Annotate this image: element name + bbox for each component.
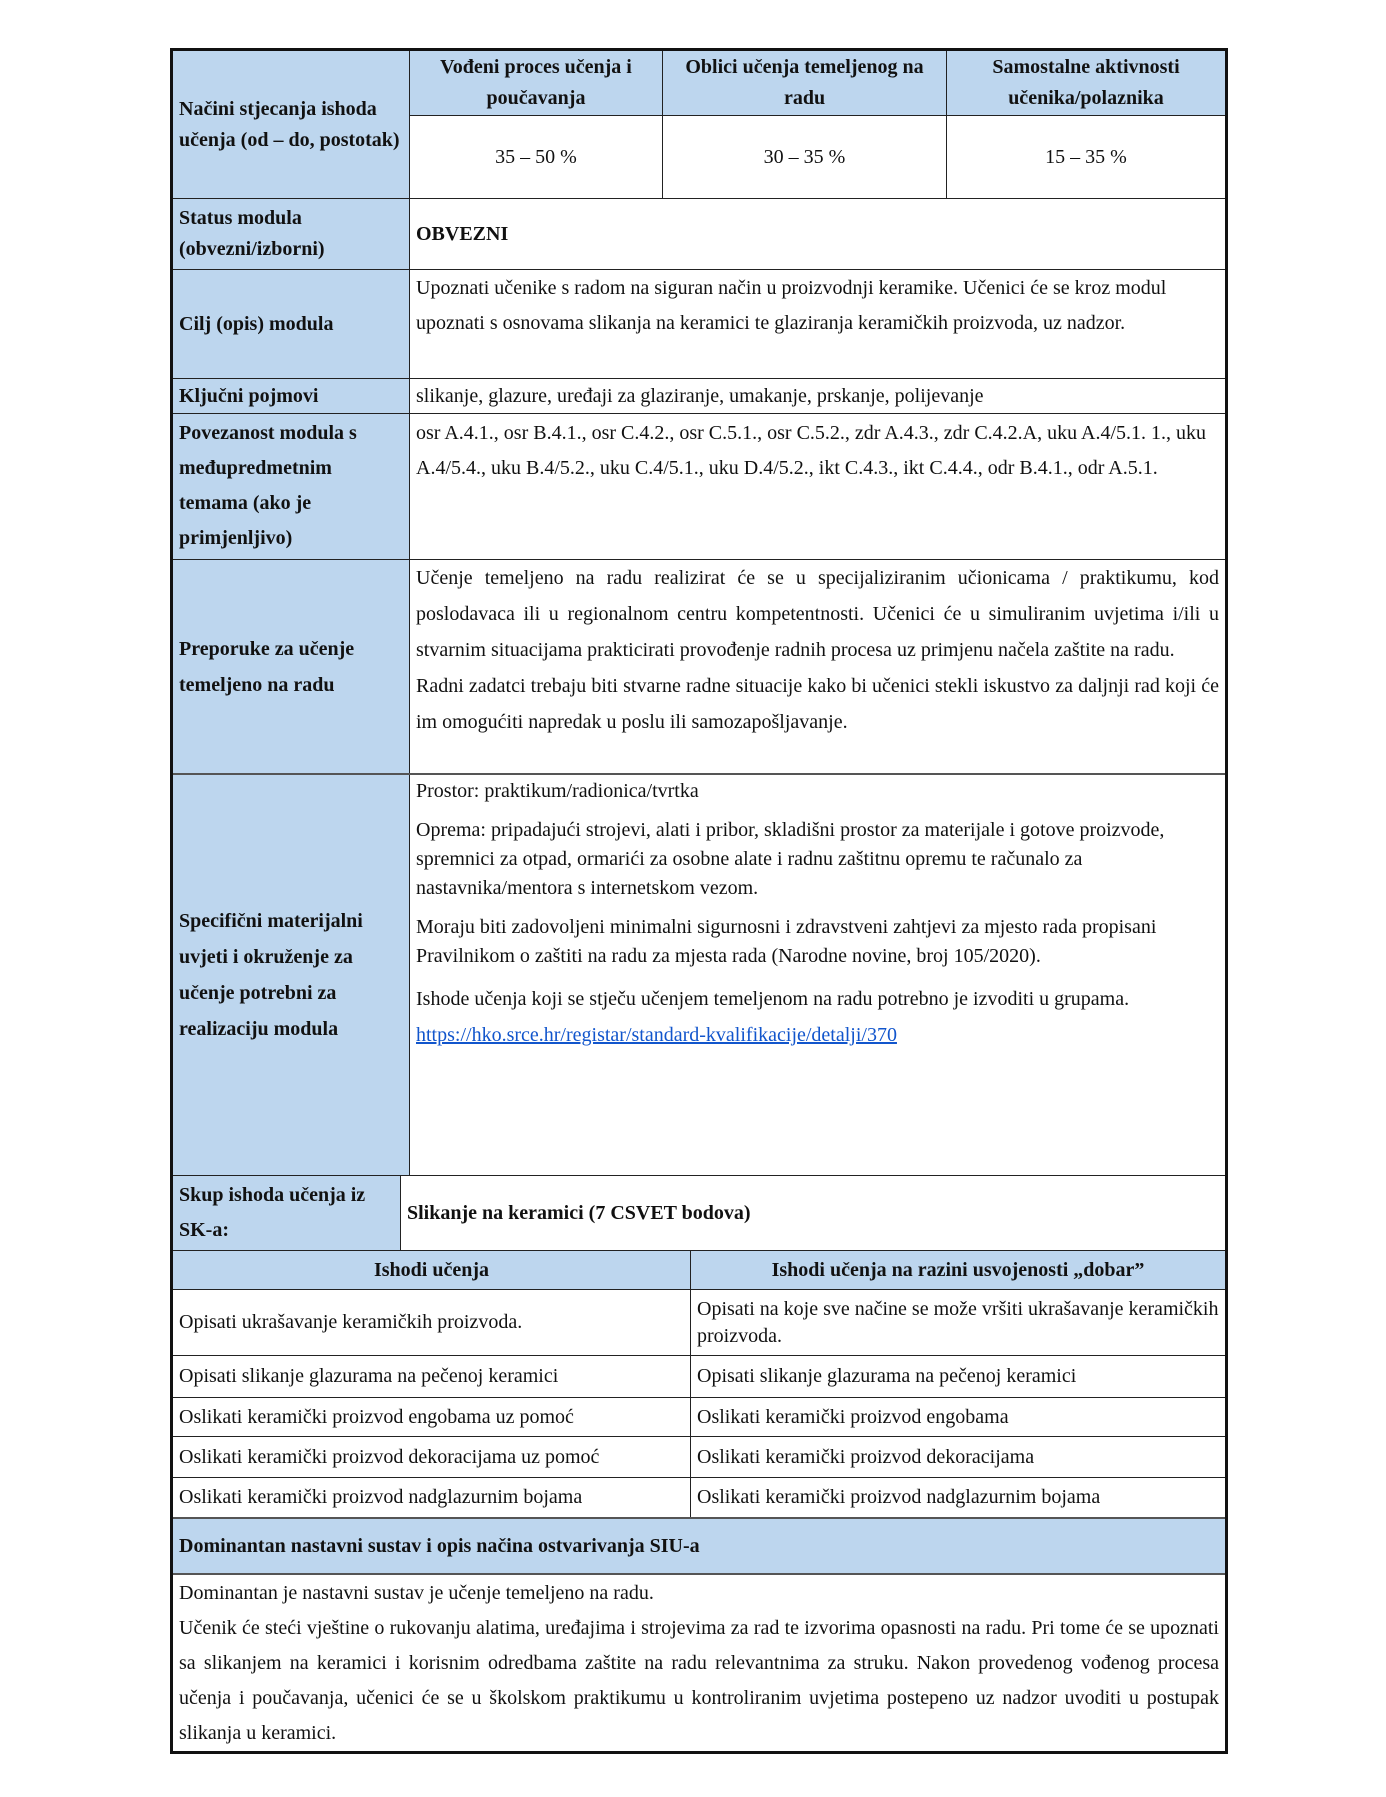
value-dominantan [173,1575,1225,1751]
dominantan-body: Učenik će steći vještine o rukovanju alatima, uređajima i strojevima za rad te izvorima opasnosti na radu. Pri tome će se upoznati sa slikanjem na keramici i korisnim odredbama zaštite na radu relevantnima za struku. Nakon provedenog vođenog procesa učenja i poučavanja, učenici će se u školskom praktikumu u kontroliranim uvjetima postepeno uz nadzor uvoditi u postupak slikanja u keramici. [179,1617,1219,1744]
label-povezanost: Povezanost modula s međupredmetnim temama (ako je primjenljivo) [173,414,410,559]
row-dominantan-header [173,1517,1225,1573]
hko-link[interactable]: https://hko.srce.hr/registar/standard-kvalifikacije/detalji/370 [416,1024,897,1046]
label-specificni: Specifični materijalni uvjeti i okruženje za učenje potrebni za realizaciju modula [173,775,410,1175]
header-dominantan: Dominantan nastavni sustav i opis načina ostvarivanja SIU-a [173,1519,1225,1573]
ishod-left: Oslikati keramički proizvod nadglazurnim bojama [173,1478,691,1517]
preporuke-paragraph-2: Radni zadatci trebaju biti stvarne radne situacije kako bi učenici stekli iskustvo za daljnji rad koji će im omogućiti napredak u poslu ili samozapošljavanje. [416,675,1219,733]
label-skup: Skup ishoda učenja iz SK-a: [173,1176,401,1250]
ishodi-row [173,1477,1225,1517]
header-oblici: Oblici učenja temeljenog na radu [663,51,947,115]
ishodi-row [173,1289,1225,1355]
label-pojmovi: Ključni pojmovi [173,379,410,413]
label-preporuke: Preporuke za učenje temeljeno na radu [173,560,410,773]
ishod-right: Oslikati keramički proizvod nadglazurnim bojama [697,1486,1101,1508]
value-skup: Slikanje na keramici (7 CSVET bodova) [407,1201,751,1224]
ishodi-row [173,1436,1225,1477]
header-ishodi-dobar: Ishodi učenja na razini usvojenosti „dobar” [691,1251,1225,1289]
label-status: Status modula (obvezni/izborni) [173,199,410,269]
row-nacini [173,51,1225,198]
row-pojmovi [173,378,1225,413]
label-nacini: Načini stjecanja ishoda učenja (od – do, postotak) [173,51,410,198]
value-vodeni: 35 – 50 % [410,116,663,198]
value-oblici: 30 – 35 % [663,116,947,198]
value-pojmovi: slikanje, glazure, uređaji za glaziranje, umakanje, prskanje, polijevanje [416,384,984,407]
row-specificni [173,773,1225,1175]
header-ishodi: Ishodi učenja [173,1251,691,1289]
value-cilj: Upoznati učenike s radom na siguran način u proizvodnji keramike. Učenici će se kroz modul upoznati s osnovama slikanja na keramici te glaziranja keramičkih proizvoda, uz nadzor. [416,277,1167,334]
row-ishodi-header [173,1250,1225,1289]
ishod-left: Opisati slikanje glazurama na pečenoj keramici [173,1356,691,1397]
row-cilj [173,269,1225,378]
ishod-right: Opisati na koje sve načine se može vršiti ukrašavanje keramičkih proizvoda. [697,1297,1219,1347]
specificni-ishode: Ishode učenja koji se stječu učenjem temeljenom na radu potrebno je izvoditi u grupama. [416,988,1130,1010]
row-preporuke [173,559,1225,773]
ishod-right: Oslikati keramički proizvod dekoracijama [697,1445,1035,1468]
value-status: OBVEZNI [416,222,509,245]
ishod-left: Oslikati keramički proizvod engobama uz pomoć [173,1398,691,1436]
value-specificni [410,775,1225,1175]
label-cilj: Cilj (opis) modula [173,270,410,378]
ishodi-row [173,1355,1225,1397]
nacini-grid [410,51,1225,198]
ishod-left: Oslikati keramički proizvod dekoracijama uz pomoć [173,1437,691,1477]
value-povezanost: osr A.4.1., osr B.4.1., osr C.4.2., osr C.5.1., osr C.5.2., zdr A.4.3., zdr C.4.2.A, uku A.4/5.1. 1., uku A.4/5.4., uku B.4/5.2., uku C.4/5.1., uku D.4/5.2., ikt C.4.3., ikt C.4.4., odr B.4.1., odr A.5.1. [416,422,1207,479]
header-samostalne: Samostalne aktivnosti učenika/polaznika [947,51,1225,115]
row-status [173,198,1225,269]
value-preporuke [410,560,1225,773]
preporuke-paragraph-1: Učenje temeljeno na radu realizirat će se u specijaliziranim učionicama / praktikumu, kod poslodavaca ili u regionalnom centru kompetentnosti. Učenici će u simuliranim uvjetima i/ili u stvarnim situacijama prakticirati provođenje radnih procesa uz primjenu načela zaštite na radu. [416,567,1219,661]
row-dominantan-body [173,1573,1225,1751]
specificni-moraju: Moraju biti zadovoljeni minimalni sigurnosni i zdravstveni zahtjevi za mjesto rada propisani Pravilnikom o zaštiti na radu za mjesta rada (Narodne novine, broj 105/2020). [416,916,1157,967]
module-table [170,48,1228,1754]
row-povezanost [173,413,1225,559]
header-vodeni: Vođeni proces učenja i poučavanja [410,51,663,115]
dominantan-line1: Dominantan je nastavni sustav je učenje temeljeno na radu. [179,1582,654,1604]
value-samostalne: 15 – 35 % [1045,145,1127,168]
specificni-oprema: Oprema: pripadajući strojevi, alati i pribor, skladišni prostor za materijale i gotove proizvode, spremnici za otpad, ormarići za osobne alate i radnu zaštitnu opremu te računalo za nastavnika/mentora s internetskom vezom. [416,819,1165,899]
specificni-prostor: Prostor: praktikum/radionica/tvrtka [416,780,699,802]
ishod-right: Oslikati keramički proizvod engobama [697,1405,1009,1428]
ishod-left: Opisati ukrašavanje keramičkih proizvoda. [173,1290,691,1355]
ishodi-row [173,1397,1225,1436]
row-skup [173,1175,1225,1250]
ishod-right: Opisati slikanje glazurama na pečenoj keramici [697,1365,1077,1387]
